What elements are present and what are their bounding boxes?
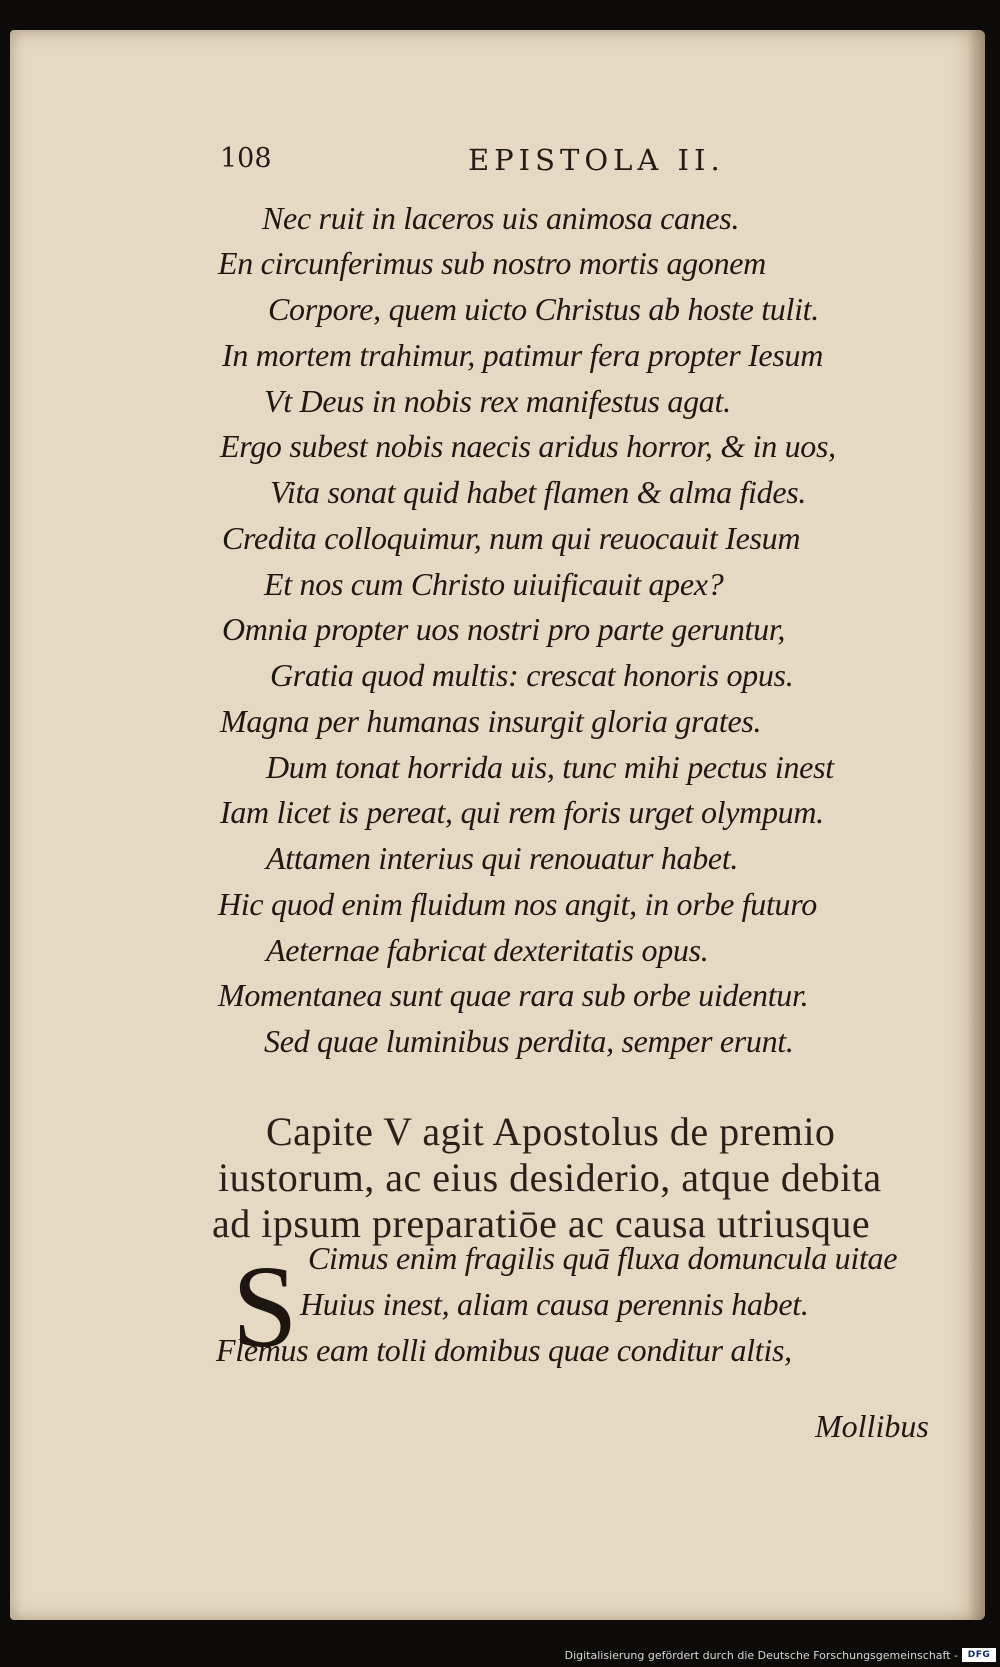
catchword: Mollibus	[815, 1408, 929, 1444]
page-number: 108	[220, 143, 272, 174]
verse-line: Magna per humanas insurgit gloria grates.	[220, 703, 762, 739]
funding-note: Digitalisierung gefördert durch die Deutsche Forschungsgemeinschaft -	[564, 1649, 958, 1662]
verse-line: Gratia quod multis: crescat honoris opus.	[270, 657, 794, 693]
verse-line: Ergo subest nobis naecis aridus horror, & in uos,	[220, 428, 836, 464]
verse-line: Et nos cum Christo uiuificauit apex?	[264, 566, 724, 602]
verse-line: Credita colloquimur, num qui reuocauit Iesum	[222, 520, 801, 556]
book-page	[10, 30, 985, 1620]
page-header	[10, 115, 985, 175]
verse-line: Sed quae luminibus perdita, semper erunt.	[264, 1023, 794, 1059]
chapter-heading-line: ad ipsum preparatiōe ac causa utriusque	[212, 1201, 871, 1246]
verse-line: Corpore, quem uicto Christus ab hoste tulit.	[268, 291, 819, 327]
verse-line: En circunferimus sub nostro mortis agonem	[218, 245, 766, 281]
verse-line: Nec ruit in laceros uis animosa canes.	[262, 200, 740, 236]
verse-line: Huius inest, aliam causa perennis habet.	[300, 1286, 809, 1322]
verse-line: Attamen interius qui renouatur habet.	[266, 840, 739, 876]
chapter-heading-line: iustorum, ac eius desiderio, atque debita	[218, 1155, 882, 1200]
decorated-initial: S	[232, 1241, 298, 1372]
running-title: EPISTOLA II.	[468, 143, 725, 177]
verse-line: Cimus enim fragilis quā fluxa domuncula uitae	[308, 1240, 898, 1276]
verse-line: Dum tonat horrida uis, tunc mihi pectus inest	[266, 749, 834, 785]
verse-line: Iam licet is pereat, qui rem foris urget olympum.	[220, 794, 824, 830]
verse-line: In mortem trahimur, patimur fera propter Iesum	[222, 337, 823, 373]
verse-line: Vt Deus in nobis rex manifestus agat.	[264, 383, 731, 419]
verse-line: Vita sonat quid habet flamen & alma fides.	[270, 474, 807, 510]
verse-line: Momentanea sunt quae rara sub orbe uidentur.	[218, 977, 809, 1013]
verse-line: Flemus eam tolli domibus quae conditur altis,	[216, 1332, 792, 1368]
chapter-heading-line: Capite V agit Apostolus de premio	[266, 1109, 836, 1154]
verse-line: Omnia propter uos nostri pro parte geruntur,	[222, 611, 786, 647]
verse-line: Aeternae fabricat dexteritatis opus.	[266, 932, 709, 968]
verse-line: Hic quod enim fluidum nos angit, in orbe futuro	[218, 886, 817, 922]
dfg-logo: DFG	[962, 1648, 996, 1662]
digitization-footer	[0, 1644, 1000, 1667]
